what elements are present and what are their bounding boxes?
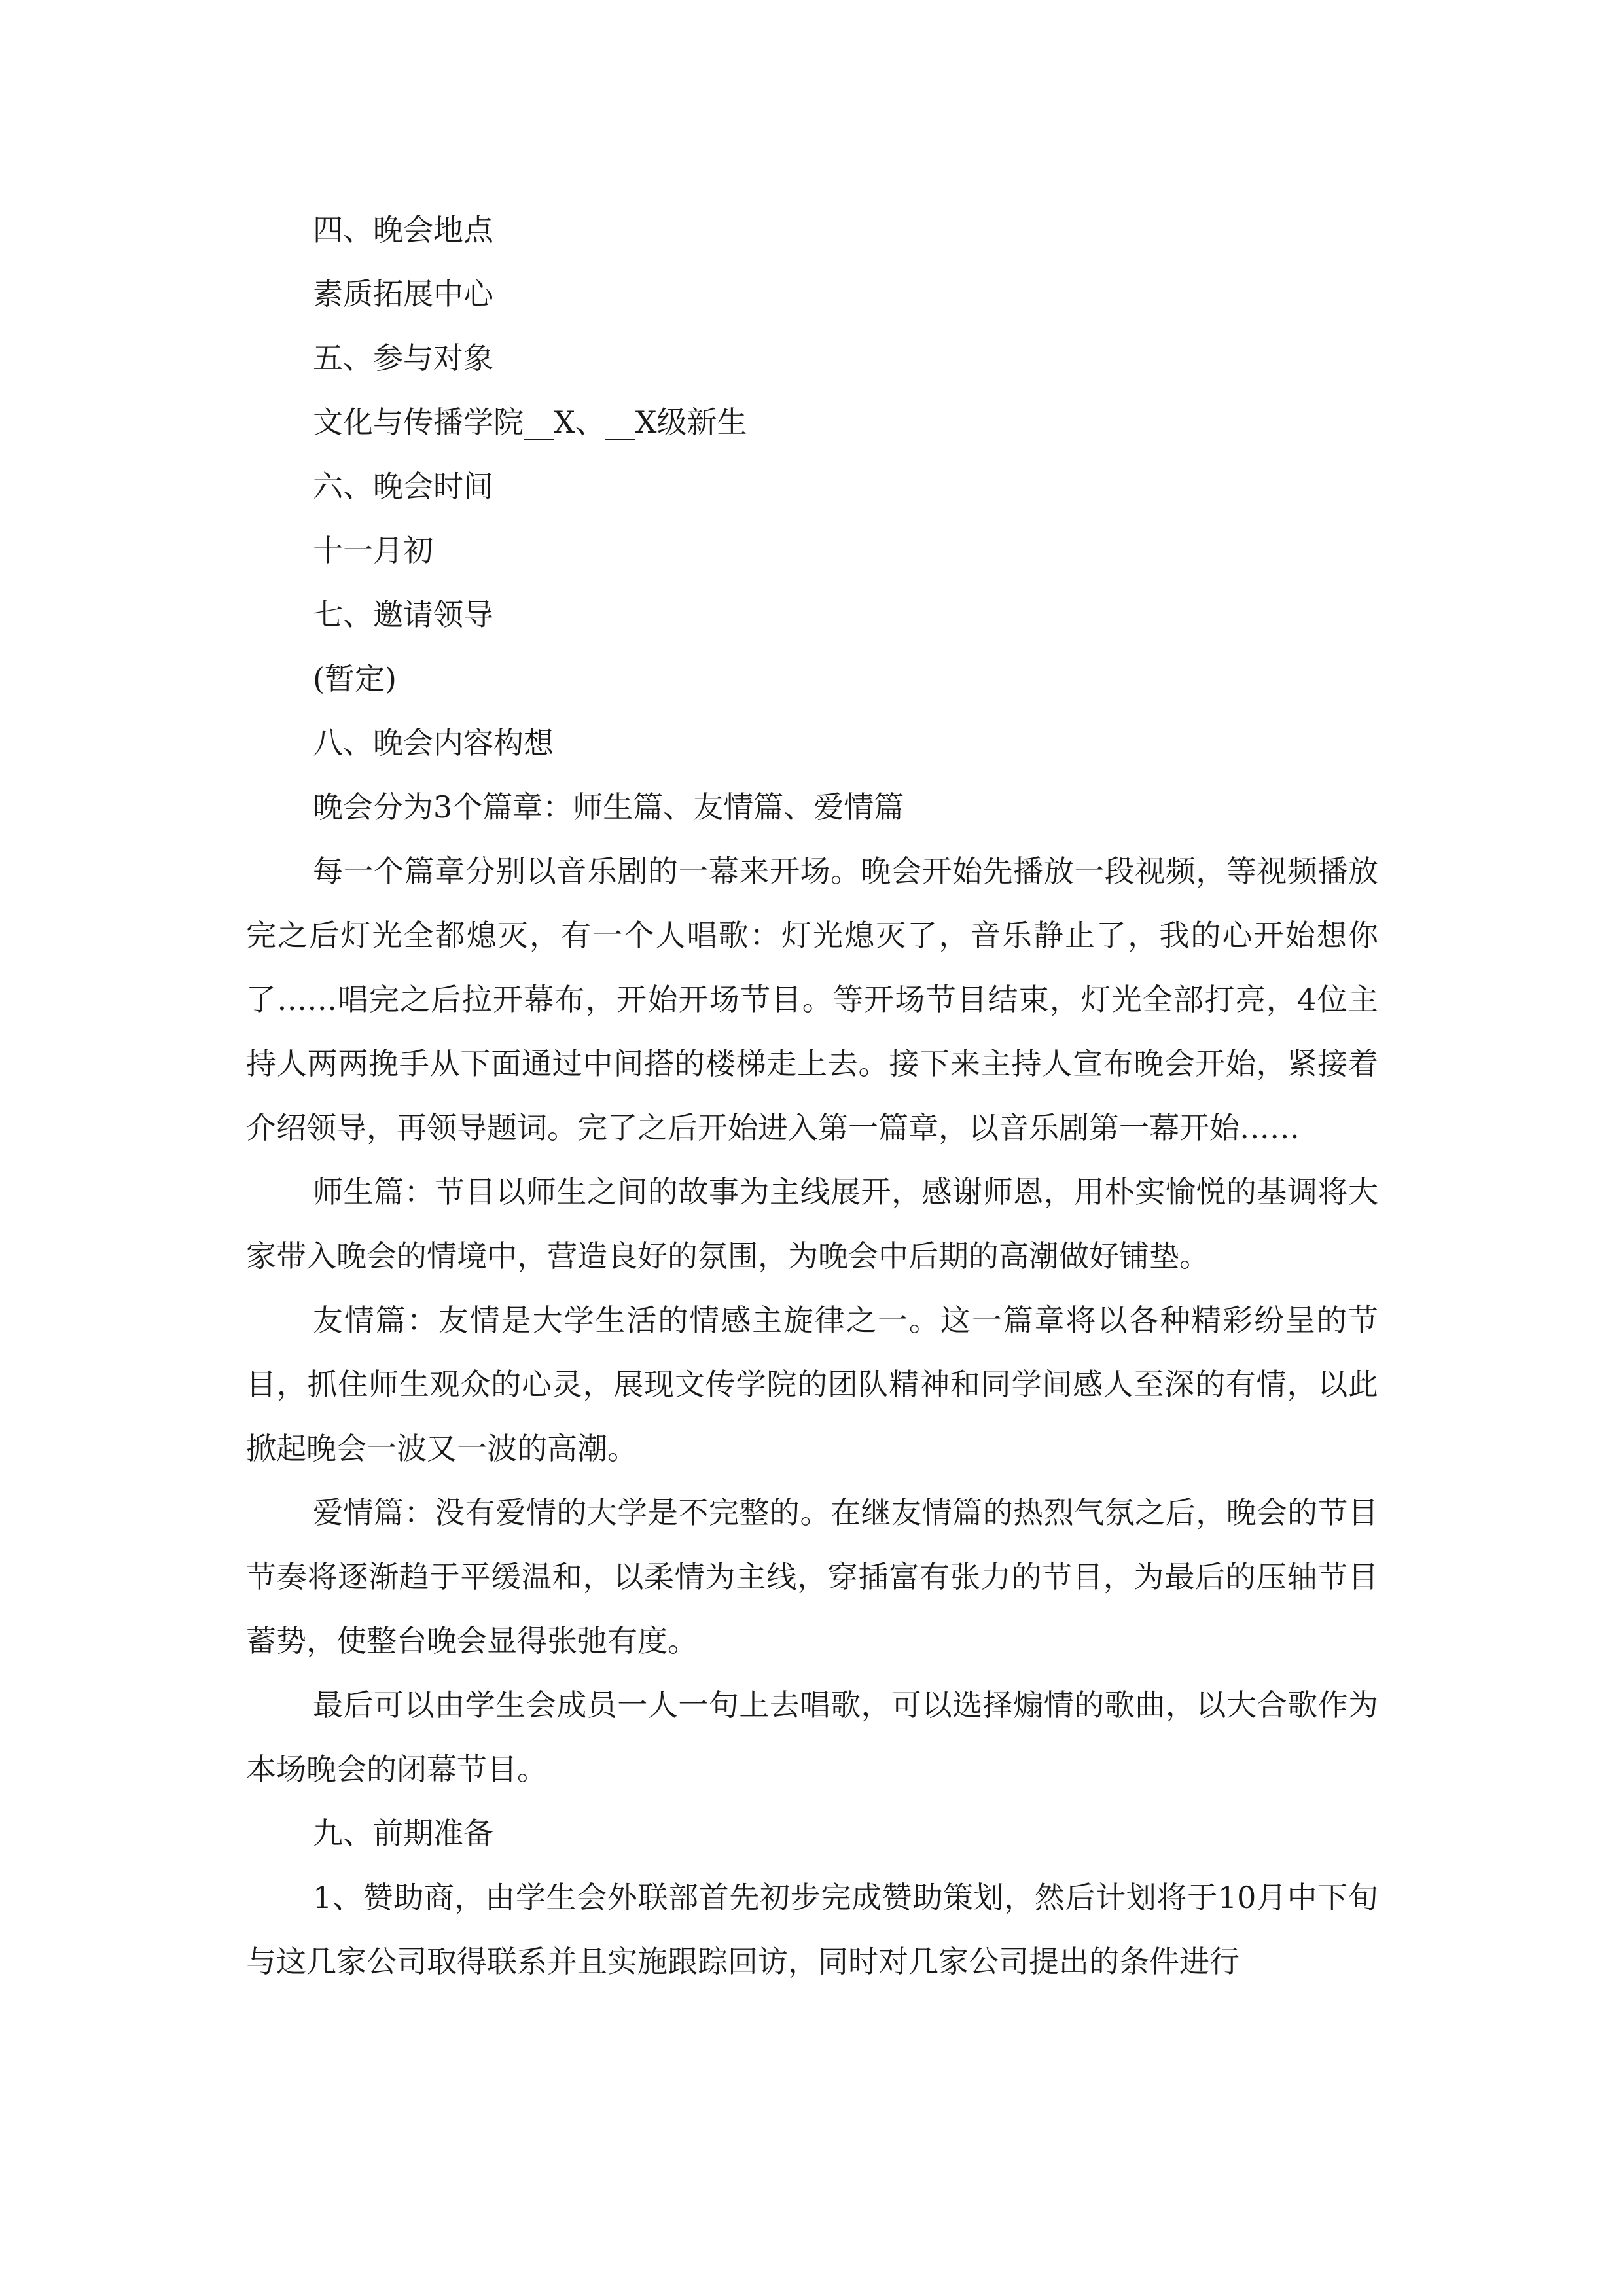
section-heading-participants: 五、参与对象 (313, 340, 493, 376)
section-heading-venue: 四、晚会地点 (313, 212, 493, 247)
sponsor-paragraph: 1、赞助商，由学生会外联部首先初步完成赞助策划，然后计划将于10月中下旬与这几家公司取得联系并且实施跟踪回访，同时对几家公司提出的条件进行 (246, 1880, 1378, 1979)
finale-paragraph: 最后可以由学生会成员一人一句上去唱歌，可以选择煽情的歌曲，以大合歌作为本场晚会的闭幕节目。 (246, 1687, 1378, 1787)
section-heading-preparation: 九、前期准备 (313, 1816, 493, 1851)
invited-leaders-text: (暂定) (313, 661, 397, 696)
love-paragraph: 爱情篇：没有爱情的大学是不完整的。在继友情篇的热烈气氛之后，晚会的节目节奏将逐渐趋于平缓温和，以柔情为主线，穿插富有张力的节目，为最后的压轴节目蓄势，使整台晚会显得张弛有度。 (246, 1495, 1378, 1659)
friendship-paragraph: 友情篇：友情是大学生活的情感主旋律之一。这一篇章将以各种精彩纷呈的节目，抓住师生观众的心灵，展现文传学院的团队精神和同学间感人至深的有情，以此掀起晚会一波又一波的高潮。 (246, 1302, 1378, 1466)
section-heading-content-concept: 八、晚会内容构想 (313, 725, 554, 761)
document-body (246, 198, 1378, 1994)
section-heading-invited-leaders: 七、邀请领导 (313, 597, 493, 632)
section-heading-time: 六、晚会时间 (313, 469, 493, 504)
time-text: 十一月初 (313, 533, 433, 568)
teacher-student-paragraph: 师生篇：节目以师生之间的故事为主线展开，感谢师恩，用朴实愉悦的基调将大家带入晚会的情境中，营造良好的氛围，为晚会中后期的高潮做好铺垫。 (246, 1174, 1378, 1274)
participants-text: 文化与传播学院__X、__X级新生 (313, 404, 747, 440)
venue-text: 素质拓展中心 (313, 276, 493, 312)
content-concept-summary: 晚会分为3个篇章：师生篇、友情篇、爱情篇 (313, 789, 904, 825)
opening-paragraph: 每一个篇章分别以音乐剧的一幕来开场。晚会开始先播放一段视频，等视频播放完之后灯光全都熄灭，有一个人唱歌：灯光熄灭了，音乐静止了，我的心开始想你了……唱完之后拉开幕布，开始开场节目。等开场节目结束，灯光全部打亮，4位主持人两两挽手从下面通过中间搭的楼梯走上去。接下来主持人宣布晚会开始，紧接着介绍领导，再领导题词。完了之后开始进入第一篇章，以音乐剧第一幕开始…… (246, 853, 1378, 1145)
